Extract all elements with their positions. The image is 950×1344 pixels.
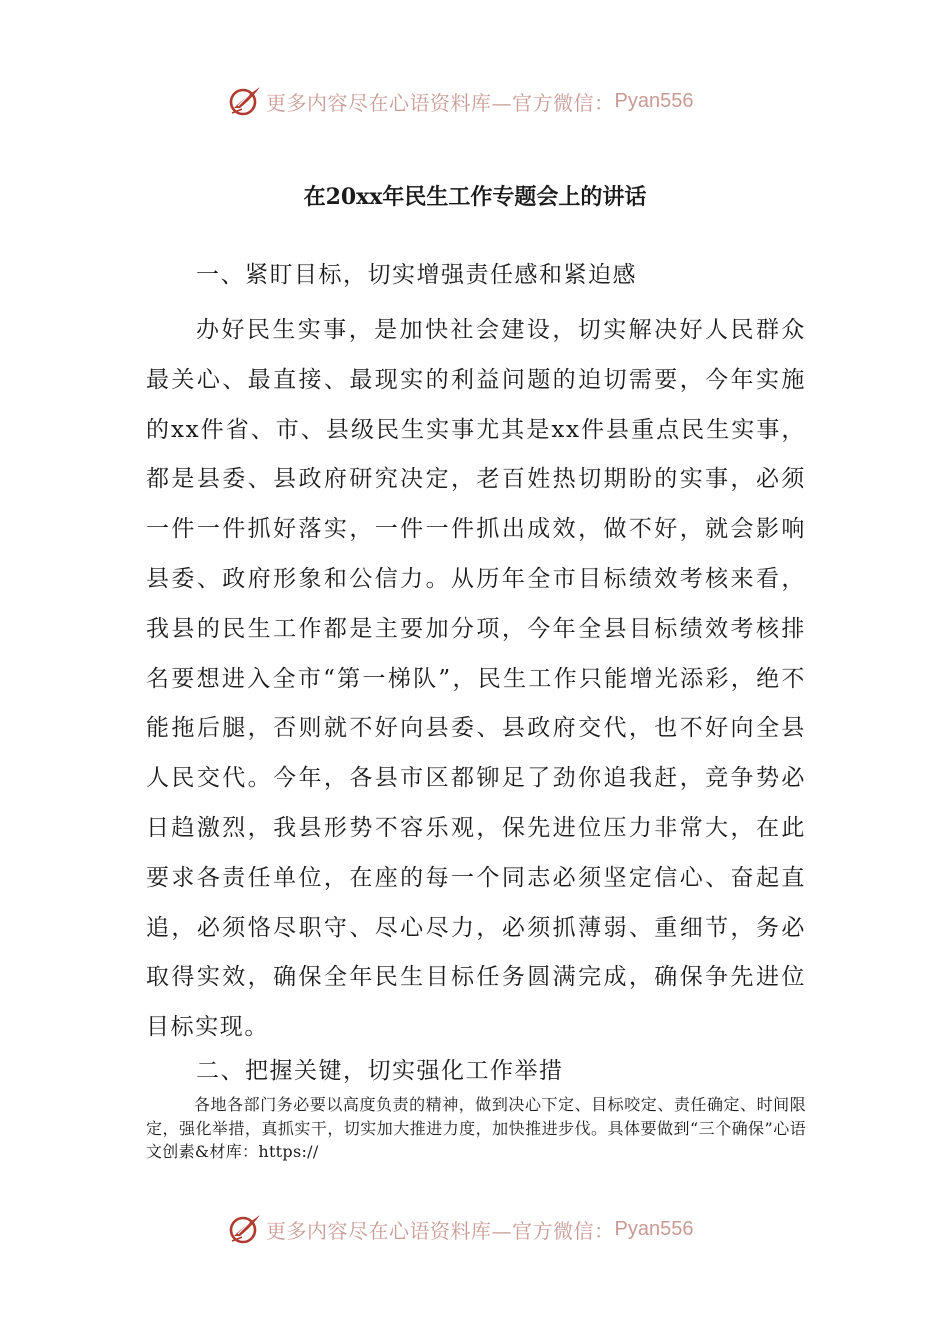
quill-pen-circle-icon (228, 1212, 262, 1246)
watermark-text: 更多内容尽在心语资料库—官方微信： (266, 90, 615, 115)
watermark-wechat-id: Pyan556 (614, 1217, 694, 1240)
document-title: 在20xx年民生工作专题会上的讲话 (303, 184, 647, 210)
section-1-heading: 一、紧盯目标，切实增强责任感和紧迫感 (196, 262, 637, 288)
watermark-text: 更多内容尽在心语资料库—官方微信： (266, 1218, 615, 1243)
watermark-wechat-id: Pyan556 (614, 89, 694, 112)
header-watermark (228, 84, 693, 118)
quill-pen-circle-icon (228, 84, 262, 118)
section-2-heading: 二、把握关键，切实强化工作举措 (196, 1058, 564, 1084)
section-2-body: 各地各部门务必要以高度负责的精神，做到决心下定、目标咬定、责任确定、时间限定，强化举措，真抓实干，切实加大推进力度，加快推进步伐。具体要做到“三个确保”心语文创素&材库：https:// (146, 1095, 806, 1161)
footer-watermark (228, 1212, 693, 1246)
section-1-body: 办好民生实事，是加快社会建设，切实解决好人民群众最关心、最直接、最现实的利益问题的迫切需要，今年实施的xx件省、市、县级民生实事尤其是xx件县重点民生实事，都是县委、县政府研究决定，老百姓热切期盼的实事，必须一件一件抓好落实，一件一件抓出成效，做不好，就会影响县委、政府形象和公信力。从历年全市目标绩效考核来看，我县的民生工作都是主要加分项，今年全县目标绩效考核排名要想进入全市“第一梯队”，民生工作只能增光添彩，绝不能拖后腿，否则就不好向县委、县政府交代，也不好向全县人民交代。今年，各县市区都铆足了劲你追我赶，竞争势必日趋激烈，我县形势不容乐观，保先进位压力非常大，在此要求各责任单位，在座的每一个同志必须坚定信心、奋起直追，必须恪尽职守、尽心尽力，必须抓薄弱、重细节，务必取得实效，确保全年民生目标任务圆满完成，确保争先进位目标实现。 (146, 317, 806, 1041)
